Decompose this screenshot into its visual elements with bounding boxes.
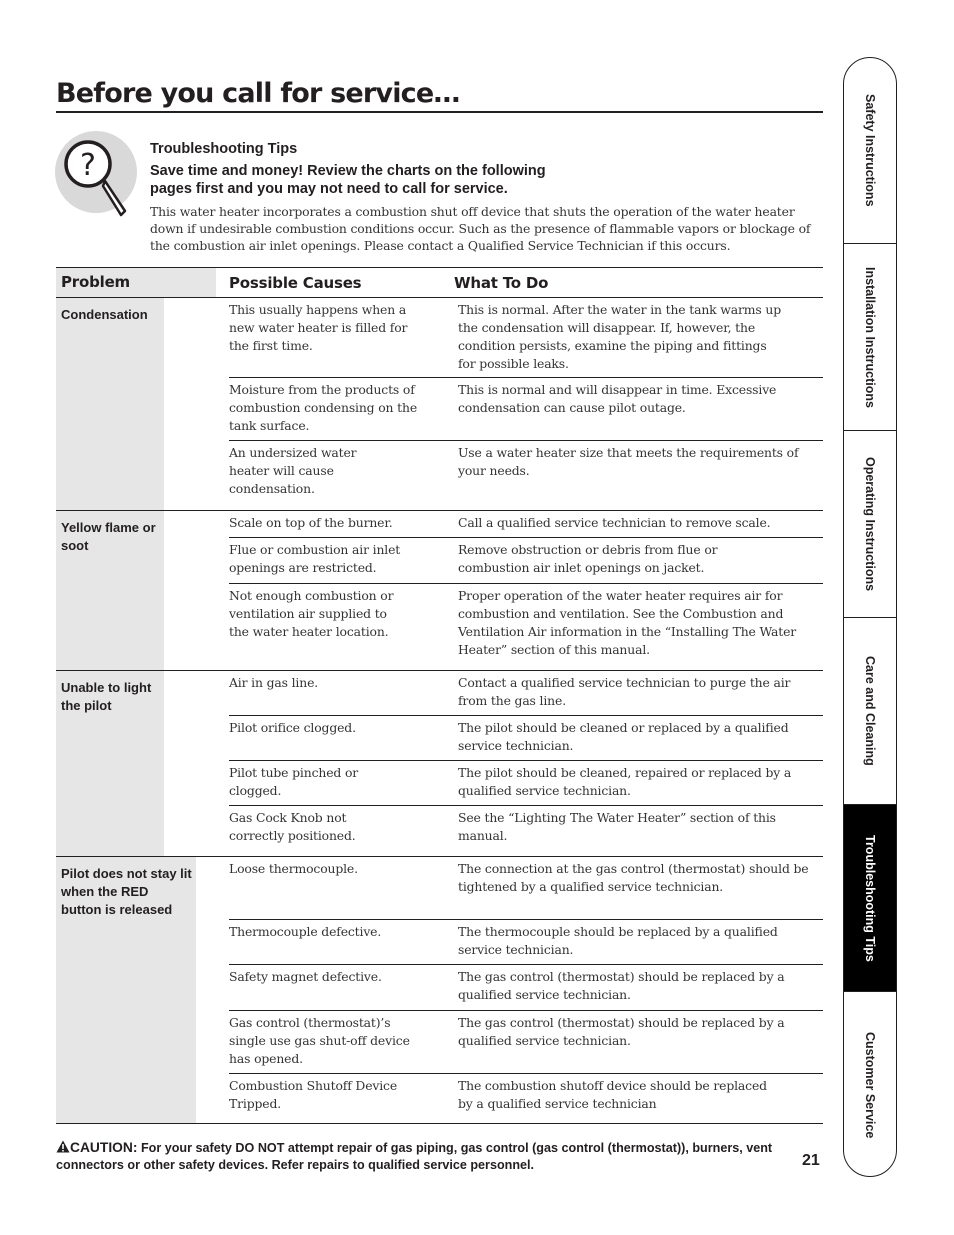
problem-group-unable-to-light (56, 671, 823, 857)
problem-cell: Condensation (56, 298, 164, 510)
todo-cell: The connection at the gas control (thermostat) should be tightened by a qualified service technician. (458, 861, 809, 894)
intro-body: This water heater incorporates a combustion shut off device that shuts the operation of the water heater down if undesirable combustion conditions occur. Such as the presence of flammable vapors or blockage of the combustion air inlet openings. Please contact a Qualified Service Technician if this occurs. (150, 204, 811, 253)
problem-group-condensation (56, 298, 823, 511)
tab-safety-instructions[interactable] (844, 58, 896, 244)
cause-cell: Gas control (thermostat)’s single use gas shut-off device has opened. (229, 1015, 410, 1066)
header-problem: Problem (56, 268, 216, 297)
cause-cell: Loose thermocouple. (229, 861, 358, 876)
tab-label: Operating Instructions (863, 456, 877, 592)
table-row (229, 511, 823, 538)
table-row (229, 671, 823, 716)
todo-cell: The pilot should be cleaned, repaired or replaced by a qualified service technician. (458, 765, 792, 798)
table-header (56, 267, 823, 298)
problem-cell: Pilot does not stay lit when the RED button is released (56, 857, 196, 1123)
tab-label: Care and Cleaning (863, 656, 877, 766)
cause-cell: Thermocouple defective. (229, 924, 382, 939)
table-row (229, 441, 823, 510)
cause-cell: Gas Cock Knob not correctly positioned. (229, 810, 356, 843)
caution-label: CAUTION: (70, 1140, 138, 1155)
cause-cell: Scale on top of the burner. (229, 515, 393, 530)
problem-cell: Yellow flame or soot (56, 511, 164, 670)
table-row (229, 584, 823, 670)
intro-lead: Save time and money! Review the charts on the following pages first and you may not need to call for service. (150, 163, 546, 197)
table-row (229, 1011, 823, 1074)
header-todo: What To Do (454, 273, 549, 292)
intro-kicker: Troubleshooting Tips (150, 141, 298, 157)
intro (150, 140, 820, 254)
svg-text:?: ? (80, 148, 96, 183)
todo-cell: Proper operation of the water heater requires air for combustion and ventilation. See the Combustion and Ventilation Air information in the “Installing The Water Heater” section of this manual. (458, 588, 797, 657)
todo-cell: The gas control (thermostat) should be replaced by a qualified service technician. (458, 1015, 785, 1048)
table-row (229, 965, 823, 1011)
todo-cell: Contact a qualified service technician to purge the air from the gas line. (458, 675, 791, 708)
todo-cell: The gas control (thermostat) should be replaced by a qualified service technician. (458, 969, 785, 1002)
cause-cell: Pilot orifice clogged. (229, 720, 356, 735)
cause-cell: Combustion Shutoff Device Tripped. (229, 1078, 398, 1111)
cause-cell: Air in gas line. (229, 675, 319, 690)
todo-cell: Use a water heater size that meets the requirements of your needs. (458, 445, 799, 478)
tab-installation-instructions[interactable] (844, 244, 896, 431)
tab-troubleshooting-tips[interactable] (844, 805, 896, 992)
cause-cell: Flue or combustion air inlet openings are restricted. (229, 542, 401, 575)
troubleshooting-table (56, 267, 823, 1124)
table-row (229, 920, 823, 965)
cause-cell: Pilot tube pinched or clogged. (229, 765, 359, 798)
tab-label: Customer Service (863, 1031, 877, 1139)
cause-cell: Not enough combustion or ventilation air supplied to the water heater location. (229, 588, 394, 639)
tab-customer-service[interactable] (844, 992, 896, 1177)
cause-cell: An undersized water heater will cause condensation. (229, 445, 357, 496)
todo-cell: Call a qualified service technician to remove scale. (458, 515, 771, 530)
table-row (229, 298, 823, 378)
tab-label: Safety Instructions (863, 94, 877, 207)
todo-cell: This is normal and will disappear in time. Excessive condensation can cause pilot outage. (458, 382, 777, 415)
tab-care-and-cleaning[interactable] (844, 618, 896, 805)
table-row (229, 761, 823, 806)
header-causes: Possible Causes (229, 273, 362, 292)
todo-cell: Remove obstruction or debris from flue or combustion air inlet openings on jacket. (458, 542, 718, 575)
tab-label: Troubleshooting Tips (863, 834, 877, 962)
todo-cell: The thermocouple should be replaced by a qualified service technician. (458, 924, 778, 957)
warning-triangle-icon (56, 1140, 70, 1153)
section-tabs (843, 57, 897, 1177)
problem-group-pilot-not-stay-lit (56, 857, 823, 1124)
todo-cell: The combustion shutoff device should be replaced by a qualified service technician (458, 1078, 767, 1111)
page-number: 21 (802, 1152, 820, 1169)
cause-cell: Moisture from the products of combustion condensing on the tank surface. (229, 382, 418, 433)
table-row (229, 1074, 823, 1123)
problem-group-yellow-flame (56, 511, 823, 671)
table-row (229, 857, 823, 920)
cause-cell: Safety magnet defective. (229, 969, 382, 984)
table-row (229, 538, 823, 584)
tab-operating-instructions[interactable] (844, 431, 896, 618)
todo-cell: This is normal. After the water in the tank warms up the condensation will disappear. If, however, the condition persists, examine the piping and fittings for possible leaks. (458, 302, 781, 371)
table-row (229, 378, 823, 441)
page-title: Before you call for service… (56, 78, 823, 113)
table-row (229, 806, 823, 856)
problem-cell: Unable to light the pilot (56, 671, 164, 856)
magnifier-question-icon (55, 131, 139, 221)
caution-note (56, 1139, 786, 1174)
todo-cell: See the “Lighting The Water Heater” section of this manual. (458, 810, 776, 843)
todo-cell: The pilot should be cleaned or replaced by a qualified service technician. (458, 720, 789, 753)
table-row (229, 716, 823, 761)
tab-label: Installation Instructions (863, 266, 877, 408)
caution-text: For your safety DO NOT attempt repair of gas piping, gas control (gas control (thermostat)), burners, vent connectors or other safety devices. Refer repairs to qualified service personnel. (56, 1141, 773, 1172)
cause-cell: This usually happens when a new water heater is filled for the first time. (229, 302, 408, 353)
